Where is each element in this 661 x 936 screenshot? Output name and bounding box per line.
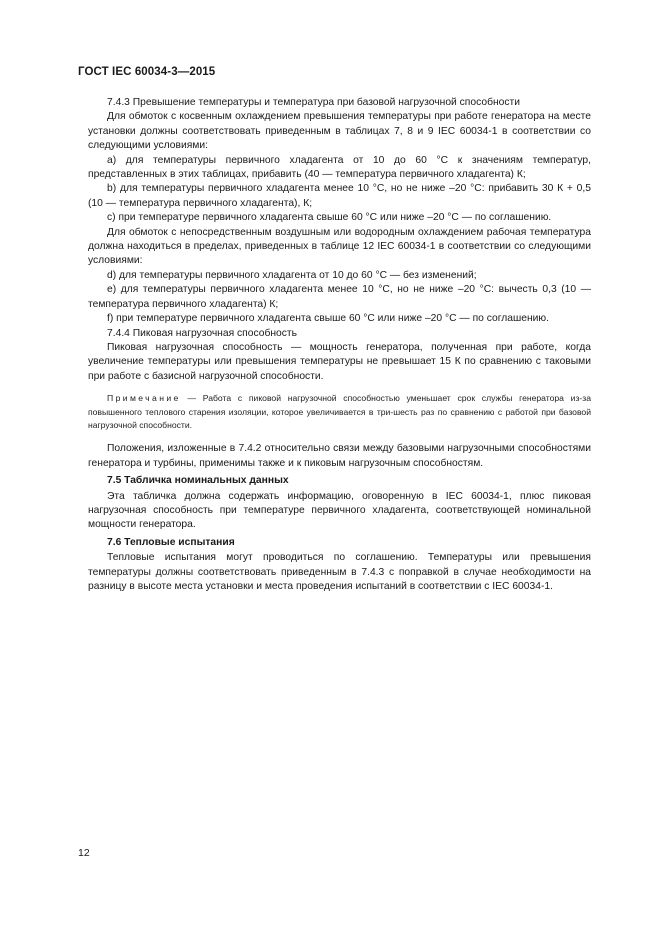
section-7-6-heading: 7.6 Тепловые испытания xyxy=(107,536,235,548)
document-header: ГОСТ IEC 60034-3—2015 xyxy=(78,66,216,78)
note-label: Примечание xyxy=(107,393,181,404)
paragraph-indirect-cooling: Для обмоток с косвенным охлаждением превышения температуры при работе генератора на месте установки должны соответствовать приведенным в таблицах 7, 8 и 9 IEC 60034-1 в соответствии со следующими условиями: xyxy=(88,111,591,152)
note xyxy=(88,392,591,432)
paragraph-peak-capability: Пиковая нагрузочная способность — мощность генератора, полученная при работе, когда увеличение температуры или превышения температуры не превышает 15 К по сравнению с таковыми при работе с базисной нагрузочной способности. xyxy=(88,341,591,382)
list-item-f: f) при температуре первичного хладагента свыше 60 °С или ниже –20 °С — по соглашению. xyxy=(107,313,549,325)
paragraph-rating-plate: Эта табличка должна содержать информацию, оговоренную в IEC 60034-1, плюс пиковая нагрузочная способность при температуре первичного хладагента, соответствующей номинальной мощности генератора. xyxy=(88,490,591,531)
list-item-d: d) для температуры первичного хладагента от 10 до 60 °С — без изменений; xyxy=(107,269,477,281)
list-item-c: c) при температуре первичного хладагента свыше 60 °С или ниже –20 °С — по соглашению. xyxy=(107,212,552,224)
note-text: — Работа с пиковой нагрузочной способностью уменьшает срок службы генератора из-за повышенного теплового старения изоляции, которое увеличивается в три-шесть раз по сравнению с работой при базовой нагрузочной способности. xyxy=(88,393,591,430)
paragraph-thermal-tests: Тепловые испытания могут проводиться по соглашению. Температуры или превышения температуры должны соответствовать приведенным в 7.4.3 с поправкой в случае необходимости на разницу в высоте места установки и места проведения испытаний в соответствии с IEC 60034-1. xyxy=(88,552,591,592)
list-item-e: e) для температуры первичного хладагента менее 10 °С, но не ниже –20 °С: вычесть 0,3 (10 — температура первичного хладагента) К; xyxy=(88,284,591,310)
list-item-b: b) для температуры первичного хладагента менее 10 °С, но не ниже –20 °С: прибавить 30 К + 0,5 (10 — температура первичного хладагента), К; xyxy=(88,183,591,209)
page-body xyxy=(88,96,591,594)
paragraph-provisions: Положения, изложенные в 7.4.2 относительно связи между базовыми нагрузочными способностями генератора и турбины, применимы также и к пиковым нагрузочным способностям. xyxy=(88,443,591,469)
page-number: 12 xyxy=(78,847,90,859)
paragraph-direct-cooling: Для обмоток с непосредственным воздушным или водородным охлаждением рабочая температура должна находиться в пределах, приведенных в таблице 12 IEC 60034-1 в соответствии со следующими условиями: xyxy=(88,226,591,267)
section-7-5-heading: 7.5 Табличка номинальных данных xyxy=(107,475,289,487)
list-item-a: a) для температуры первичного хладагента от 10 до 60 °С к значениям температур, представленных в этих таблицах, прибавить (40 — температура первичного хладагента) К; xyxy=(88,154,591,181)
section-7-4-3-title: 7.4.3 Превышение температуры и температура при базовой нагрузочной способности xyxy=(107,97,521,108)
section-7-4-4-title: 7.4.4 Пиковая нагрузочная способность xyxy=(107,327,298,339)
